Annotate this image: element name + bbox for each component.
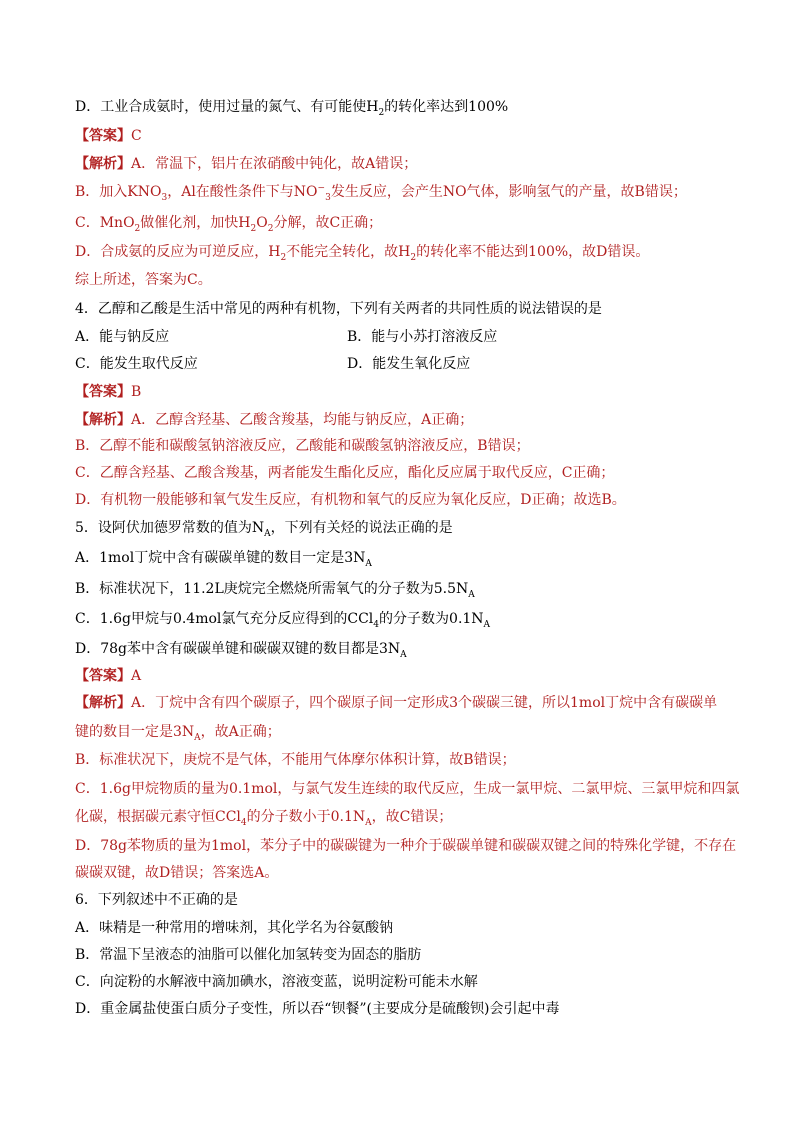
q5-analysis-a-line2: 键的数目一定是$3N_A$，故A正确；	[75, 724, 281, 743]
q4-stem: 4．乙醇和乙酸是生活中常见的两种有机物，下列有关两者的共同性质的说法错误的是	[75, 301, 602, 317]
analysis-tag: 【解析】	[75, 156, 131, 172]
q6-option-b: B．常温下呈液态的油脂可以催化加氢转变为固态的脂肪	[75, 947, 422, 963]
q3-answer	[75, 127, 734, 145]
q4-options-row1	[75, 328, 734, 346]
q5-option-d: D．78g苯中含有碳碳单键和碳碳双键的数目都是$3N_A$	[75, 641, 407, 660]
q4-option-b: B．能与小苏打溶液反应	[347, 329, 498, 345]
q4-analysis-a: 【解析】A．乙醇含羟基、乙酸含羧基，均能与钠反应，A正确；	[75, 412, 474, 428]
answer-tag: 【答案】	[75, 128, 131, 144]
q5-option-b: B．标准状况下，11.2L庚烷完全燃烧所需氧气的分子数为$5.5N_A$	[75, 581, 475, 600]
q6-option-a: A．味精是一种常用的增味剂，其化学名为谷氨酸钠	[75, 920, 394, 936]
q4-answer	[75, 383, 734, 401]
q5-analysis-a-line1: 【解析】A．丁烷中含有四个碳原子，四个碳原子间一定形成3个碳碳三键，所以1mol丁烷中含有碳碳单	[75, 695, 718, 711]
q3-summary: 综上所述，答案为C。	[75, 272, 212, 288]
answer-tag: 【答案】	[75, 384, 131, 400]
q4-option-c: C．能发生取代反应	[75, 356, 198, 372]
q4-analysis-c: C．乙醇含羟基、乙酸含羧基，两者能发生酯化反应，酯化反应属于取代反应，C正确；	[75, 465, 615, 481]
q4-option-d: D．能发生氧化反应	[347, 356, 471, 372]
q4-option-a: A．能与钠反应	[75, 329, 170, 345]
q4-analysis-d: D．有机物一般能够和氧气发生反应，有机物和氧气的反应为氧化反应，D正确；故选B。	[75, 492, 626, 508]
q5-analysis-d-line1: D．78g苯物质的量为1mol，苯分子中的碳碳键为一种介于碳碳单键和碳碳双键之间的特殊化学键，不存在	[75, 838, 737, 854]
q5-analysis-c-line1: C．1.6g甲烷物质的量为0.1mol，与氯气发生连续的取代反应，生成一氯甲烷、二氯甲烷、三氯甲烷和四氯	[75, 781, 740, 797]
q6-option-c: C．向淀粉的水解液中滴加碘水，溶液变蓝，说明淀粉可能未水解	[75, 974, 478, 990]
answer-value: C	[131, 128, 142, 144]
q4-options-row2	[75, 355, 734, 373]
q5-analysis-b: B．标准状况下，庚烷不是气体，不能用气体摩尔体积计算，故B错误；	[75, 752, 516, 768]
q5-stem: 5．设阿伏加德罗常数的值为$N_A$，下列有关烃的说法正确的是	[75, 520, 453, 539]
q5-option-c: C．1.6g甲烷与0.4mol氯气充分反应得到的CCl$_4$的分子数为$0.1N_A$	[75, 611, 491, 630]
analysis-tag: 【解析】	[75, 695, 131, 711]
answer-value: A	[131, 668, 142, 684]
q3-analysis-b: B．加入$KNO_3$，Al在酸性条件下与$NO^-_3$发生反应，会产生NO气体，影响氢气的产量，故B错误；	[75, 183, 687, 203]
analysis-tag: 【解析】	[75, 412, 131, 428]
q5-answer	[75, 667, 734, 685]
q4-analysis-b: B．乙醇不能和碳酸氢钠溶液反应，乙酸能和碳酸氢钠溶液反应，B错误；	[75, 438, 530, 454]
q3-analysis-c: C．MnO$_2$做催化剂，加快$H_2O_2$分解，故C正确；	[75, 215, 383, 234]
q3-analysis-d: D．合成氨的反应为可逆反应，$H_2$不能完全转化，故$H_2$的转化率不能达到100%，故D错误。	[75, 244, 650, 263]
q5-analysis-c-line2: 化碳，根据碳元素守恒CCl$_4$的分子数小于$0.1N_A$，故C错误；	[75, 809, 453, 828]
q3-option-d: D．工业合成氨时，使用过量的氮气、有可能使$H_2$的转化率达到100%	[75, 99, 509, 118]
q6-option-d: D．重金属盐使蛋白质分子变性，所以吞“钡餐”(主要成分是硫酸钡)会引起中毒	[75, 1001, 560, 1017]
q5-option-a: A．1mol丁烷中含有碳碳单键的数目一定是$3N_A$	[75, 550, 372, 569]
q5-analysis-d-line2: 碳碳双键，故D错误；答案选A。	[75, 865, 279, 881]
q3-analysis-a: 【解析】A．常温下，铝片在浓硝酸中钝化，故A错误；	[75, 156, 418, 172]
answer-value: B	[131, 384, 142, 400]
q6-stem: 6．下列叙述中不正确的是	[75, 892, 238, 908]
answer-tag: 【答案】	[75, 668, 131, 684]
